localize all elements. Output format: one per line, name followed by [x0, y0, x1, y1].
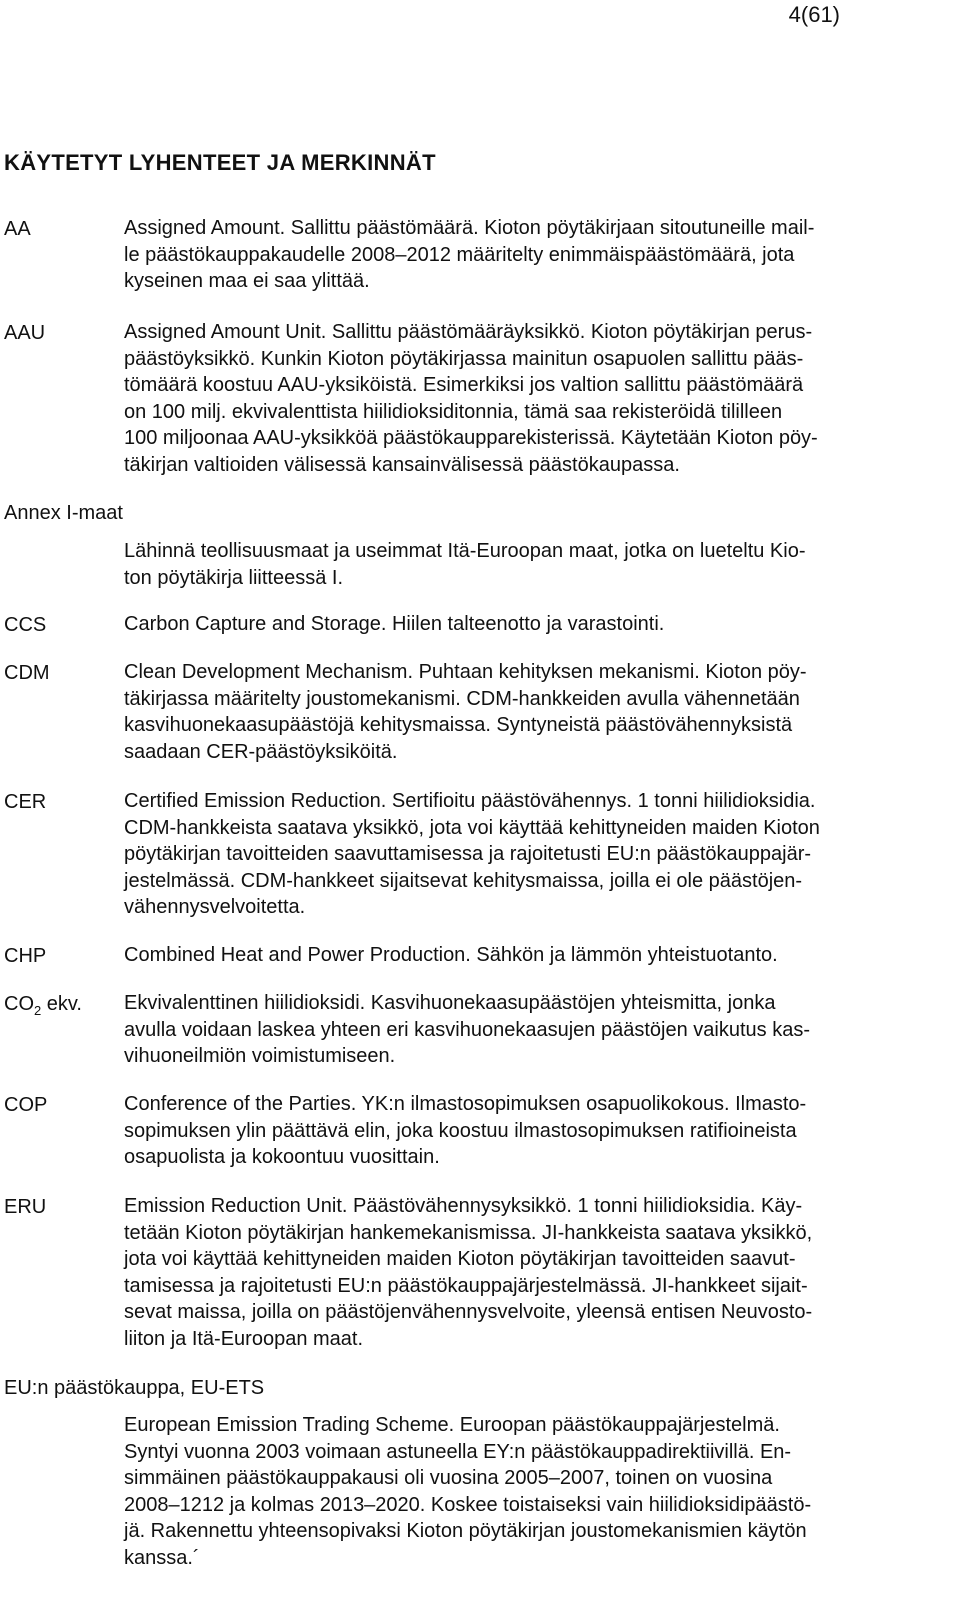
term-chp: CHP	[4, 945, 47, 967]
term-eu-ets: EU:n päästökauppa, EU-ETS	[4, 1377, 265, 1399]
term-co2-subscript: 2	[34, 1003, 42, 1018]
term-eru: ERU	[4, 1196, 47, 1218]
term-ccs: CCS	[4, 614, 47, 636]
term-cop: COP	[4, 1094, 48, 1116]
definition-cdm: Clean Development Mechanism. Puhtaan kehityksen mekanismi. Kioton pöy- täkirjassa määritelty joustomekanismi. CDM-hankkeiden avulla vähennetään kasvihuonekaasupäästöjä kehitysmaissa. Syntyneistä päästövähennyksistä saadaan CER-päästöyksiköitä.	[124, 661, 807, 763]
term-co2-rest: ekv.	[41, 993, 82, 1015]
term-co2-main: CO	[4, 993, 34, 1015]
definition-aa: Assigned Amount. Sallittu päästömäärä. Kioton pöytäkirjaan sitoutuneille mail- le päästökauppakaudelle 2008–2012 määritelty enimmäispäästömäärä, jota kyseinen maa ei saa ylittää.	[124, 217, 815, 292]
definition-cop: Conference of the Parties. YK:n ilmastosopimuksen osapuolikokous. Ilmasto- sopimuksen ylin päättävä elin, joka koostuu ilmastosopimuksen ratifioineista osapuolista ja kokoontuu vuosittain.	[124, 1093, 807, 1168]
definition-annex-i: Lähinnä teollisuusmaat ja useimmat Itä-Euroopan maat, jotka on lueteltu Kio- ton pöytäkirja liitteessä I.	[124, 540, 806, 589]
term-cdm: CDM	[4, 662, 50, 684]
definition-eu-ets: European Emission Trading Scheme. Euroopan päästökauppajärjestelmä. Syntyi vuonna 2003 voimaan astuneella EY:n päästökauppadirektiivillä. En- simmäinen päästökauppakausi oli vuosina 2005–2007, toinen on vuosina 2008–1212 ja kolmas 2013–2020. Koskee toistaiseksi vain hiilidioksidipäästö- jä. Rakennettu yhteensopivaksi Kioton pöytäkirjan joustomekanismien käytön kanssa.´	[124, 1414, 812, 1569]
definition-chp: Combined Heat and Power Production. Sähkön ja lämmön yhteistuotanto.	[124, 944, 778, 966]
definition-eru: Emission Reduction Unit. Päästövähennysyksikkö. 1 tonni hiilidioksidia. Käy- tetään Kioton pöytäkirjan hankemekanismissa. JI-hankkeista saatava yksikkö, jota voi käyttää kehittyneiden maiden Kioton pöytäkirjan tavoitteiden saavut- tamisessa ja rajoitetusti EU:n päästökauppajärjestelmässä. JI-hankkeet sijait- sevat maissa, joilla on päästöjenvähennysvelvoite, yleensä entisen Neuvosto- liiton ja Itä-Euroopan maat.	[124, 1195, 813, 1350]
term-annex-i: Annex I-maat	[4, 502, 123, 524]
term-aau: AAU	[4, 322, 46, 344]
page-number: 4(61)	[788, 2, 840, 27]
definition-cer: Certified Emission Reduction. Sertifioitu päästövähennys. 1 tonni hiilidioksidia. CDM-hankkeista saatava yksikkö, jota voi käyttää kehittyneiden maiden Kioton pöytäkirjan tavoitteiden saavuttamisessa ja rajoitetusti EU:n päästökauppajär- jestelmässä. CDM-hankkeet sijaitsevat kehitysmaissa, joilla ei ole päästöjen- vähennysvelvoitetta.	[124, 790, 820, 918]
term-cer: CER	[4, 791, 47, 813]
definition-aau: Assigned Amount Unit. Sallittu päästömääräyksikkö. Kioton pöytäkirjan perus- päästöyksikkö. Kunkin Kioton pöytäkirjassa mainitun osapuolen sallittu pääs- tömäärä koostuu AAU-yksiköistä. Esimerkiksi jos valtion sallittu päästömäärä on 100 milj. ekvivalenttista hiilidioksiditonnia, tämä saa rekisteröidä tililleen 100 miljoonaa AAU-yksikköä päästökaupparekisterissä. Käytetään Kioton pöy- täkirjan valtioiden välisessä kansainvälisessä päästökaupassa.	[124, 321, 818, 476]
definition-ccs: Carbon Capture and Storage. Hiilen talteenotto ja varastointi.	[124, 613, 665, 635]
term-aa: AA	[4, 218, 31, 240]
page-title: KÄYTETYT LYHENTEET JA MERKINNÄT	[4, 150, 436, 175]
definition-co2-ekv: Ekvivalenttinen hiilidioksidi. Kasvihuonekaasupäästöjen yhteismitta, jonka avulla voidaan laskea yhteen eri kasvihuonekaasujen päästöjen vaikutus kas- vihuoneilmiön voimistumiseen.	[124, 992, 810, 1067]
term-co2-ekv	[4, 991, 82, 1017]
